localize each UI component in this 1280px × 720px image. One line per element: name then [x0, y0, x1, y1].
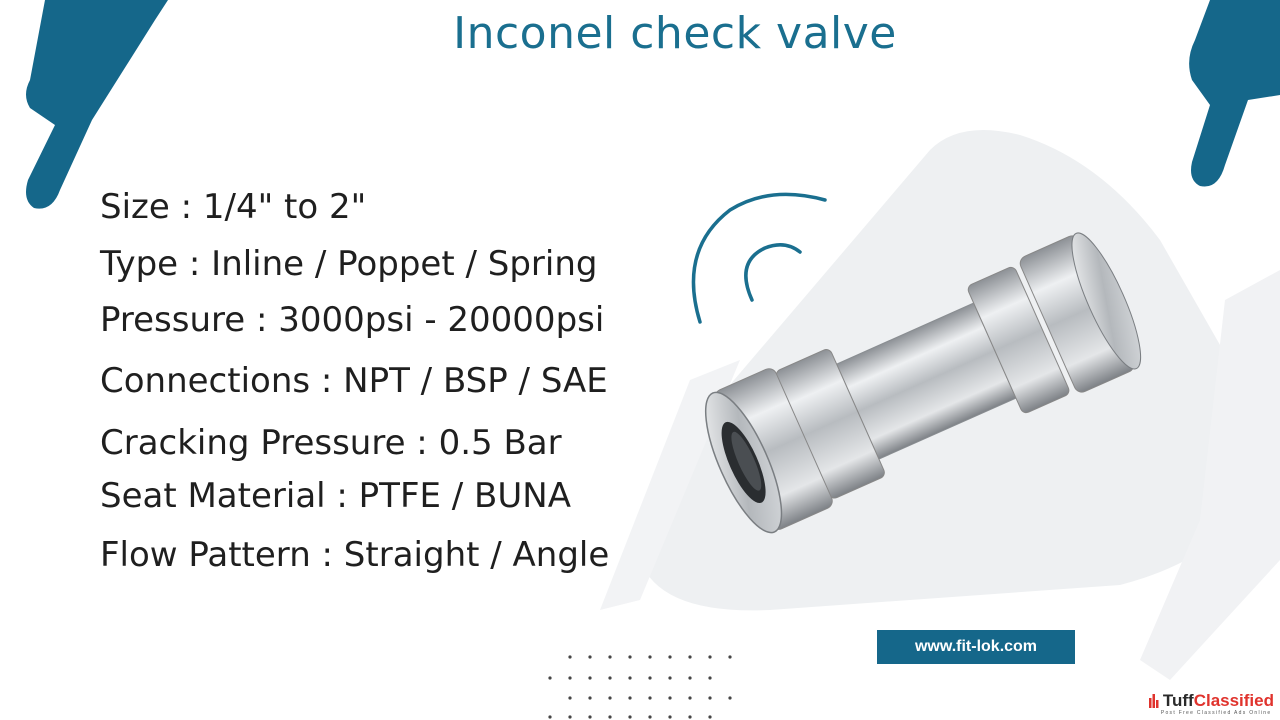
spec-seat-material: Seat Material : PTFE / BUNA: [100, 476, 571, 516]
website-badge[interactable]: www.fit-lok.com: [877, 630, 1075, 664]
spec-cracking-pressure: Cracking Pressure : 0.5 Bar: [100, 423, 562, 463]
spec-connections: Connections : NPT / BSP / SAE: [100, 361, 608, 401]
watermark-brand-part1: Tuff: [1162, 691, 1194, 710]
watermark-brand: [1149, 692, 1274, 710]
spec-type: Type : Inline / Poppet / Spring: [100, 244, 598, 284]
watermark-brand-part2: Classified: [1193, 691, 1274, 710]
spec-size: Size : 1/4" to 2": [100, 187, 367, 227]
spec-flow-pattern: Flow Pattern : Straight / Angle: [100, 535, 610, 575]
bar-chart-logo-icon: [1149, 692, 1161, 708]
spec-pressure: Pressure : 3000psi - 20000psi: [100, 300, 605, 340]
page-title: Inconel check valve: [453, 8, 897, 59]
tuffclassified-watermark: [1149, 692, 1274, 716]
watermark-tagline: Post Free Classified Ads Online: [1160, 710, 1272, 716]
